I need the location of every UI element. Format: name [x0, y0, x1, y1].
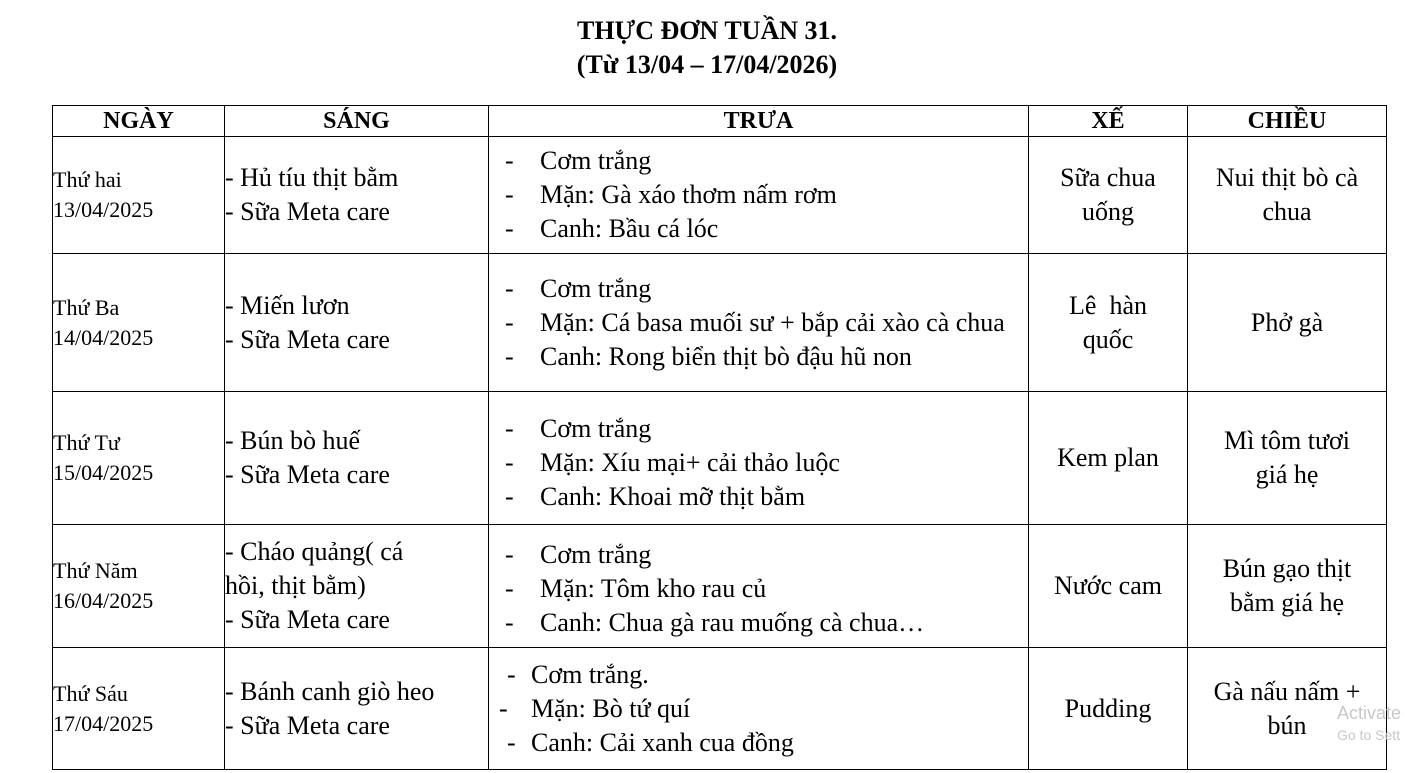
day-cell: [53, 392, 225, 525]
dash-bullet: -: [507, 727, 516, 757]
breakfast-item: - Sữa Meta care: [225, 710, 390, 740]
day-name: Thứ Tư: [53, 430, 120, 455]
table-row: [53, 392, 1387, 525]
lunch-item-text: Cơm trắng.: [531, 659, 649, 689]
afternoon-line: Bún gạo thịt: [1222, 554, 1352, 583]
table-row: [53, 525, 1387, 648]
snack-line: Sữa chua: [1060, 163, 1156, 192]
snack-cell: [1029, 392, 1188, 525]
afternoon-cell: [1188, 525, 1387, 648]
lunch-item-text: Cơm trắng: [540, 414, 652, 443]
breakfast-cell: [225, 254, 489, 392]
lunch-item: [489, 446, 1028, 480]
dash-bullet: -: [505, 146, 514, 175]
watermark-line-1: Activate: [1337, 703, 1402, 723]
dash-bullet: -: [505, 448, 514, 477]
breakfast-item: - Bánh canh giò heo: [225, 676, 435, 706]
lunch-item: [489, 658, 1028, 692]
header-afternoon: CHIỀU: [1188, 106, 1387, 137]
afternoon-cell: [1188, 137, 1387, 254]
snack-line: quốc: [1082, 324, 1134, 354]
afternoon-line: Gà nấu nấm +: [1213, 676, 1361, 706]
lunch-item-text: Canh: Cải xanh cua đồng: [531, 727, 794, 757]
header-lunch: TRƯA: [489, 106, 1029, 137]
lunch-item: [489, 412, 1028, 446]
table-row: [53, 254, 1387, 392]
dash-bullet: -: [505, 482, 514, 511]
table-row: [53, 137, 1387, 254]
afternoon-line: bằm giá hẹ: [1229, 588, 1345, 617]
breakfast-item: - Sữa Meta care: [225, 605, 390, 634]
menu-date-range: (Từ 13/04 – 17/04/2026): [576, 50, 838, 79]
afternoon-line: bún: [1267, 710, 1307, 740]
lunch-cell: [489, 137, 1029, 254]
dash-bullet: -: [507, 659, 516, 689]
dash-bullet: -: [505, 273, 514, 303]
snack-line: Lê hàn: [1069, 290, 1147, 320]
dash-bullet: -: [505, 540, 514, 569]
day-cell: [53, 137, 225, 254]
header-breakfast: SÁNG: [225, 106, 489, 137]
breakfast-item: - Miến lươn: [225, 290, 350, 320]
day-name: Thứ hai: [53, 167, 122, 192]
lunch-item-text: Mặn: Gà xáo thơm nấm rơm: [540, 180, 837, 209]
table-row: [53, 648, 1387, 770]
snack-cell: [1029, 254, 1188, 392]
lunch-item: [489, 212, 1028, 246]
dash-bullet: -: [505, 341, 514, 371]
lunch-item-text: Canh: Chua gà rau muống cà chua…: [540, 608, 925, 637]
breakfast-item: hồi, thịt bằm): [225, 571, 366, 600]
lunch-item: [489, 606, 1028, 640]
breakfast-item: - Hủ tíu thịt bằm: [225, 163, 399, 192]
lunch-item: [489, 306, 1028, 340]
breakfast-item: - Sữa Meta care: [225, 460, 390, 489]
day-date: 16/04/2025: [53, 588, 154, 613]
header-row: [53, 106, 1387, 137]
lunch-item: [489, 144, 1028, 178]
lunch-item-text: Canh: Bầu cá lóc: [540, 214, 719, 243]
snack-cell: [1029, 137, 1188, 254]
lunch-cell: [489, 254, 1029, 392]
watermark-line-2: Go to Sett: [1337, 727, 1401, 743]
afternoon-line: Mì tôm tươi: [1223, 426, 1351, 455]
lunch-cell: [489, 648, 1029, 770]
day-date: 13/04/2025: [53, 197, 154, 222]
dash-bullet: -: [505, 180, 514, 209]
breakfast-cell: [225, 137, 489, 254]
snack-cell: [1029, 525, 1188, 648]
lunch-cell: [489, 525, 1029, 648]
day-name: Thứ Sáu: [53, 680, 128, 706]
breakfast-cell: [225, 648, 489, 770]
lunch-item-text: Mặn: Bò tứ quí: [531, 693, 691, 723]
breakfast-item: - Sữa Meta care: [225, 324, 390, 354]
lunch-item-text: Mặn: Cá basa muối sư + bắp cải xào cà chua: [540, 307, 1005, 337]
dash-bullet: -: [505, 608, 514, 637]
lunch-item: [489, 538, 1028, 572]
snack-cell: [1029, 648, 1188, 770]
day-name: Thứ Năm: [53, 558, 138, 583]
lunch-item: [489, 692, 1028, 726]
dash-bullet: -: [505, 307, 514, 337]
lunch-item-text: Cơm trắng: [540, 540, 652, 569]
lunch-item-text: Canh: Khoai mỡ thịt bằm: [540, 482, 806, 511]
afternoon-line: giá hẹ: [1255, 460, 1319, 489]
lunch-item-text: Cơm trắng: [540, 146, 652, 175]
day-cell: [53, 525, 225, 648]
afternoon-cell: [1188, 254, 1387, 392]
dash-bullet: -: [505, 414, 514, 443]
lunch-item: [489, 572, 1028, 606]
header-snack: XẾ: [1029, 106, 1188, 137]
weekly-menu-table: [52, 105, 1387, 770]
header-day: NGÀY: [53, 106, 225, 137]
lunch-item: [489, 480, 1028, 514]
dash-bullet: -: [499, 693, 508, 723]
lunch-item: [489, 726, 1028, 760]
dash-bullet: -: [505, 574, 514, 603]
snack-line: uống: [1082, 197, 1134, 226]
day-cell: [53, 648, 225, 770]
lunch-item: [489, 272, 1028, 306]
dash-bullet: -: [505, 214, 514, 243]
lunch-item-text: Canh: Rong biển thịt bò đậu hũ non: [540, 341, 912, 371]
breakfast-item: - Cháo quảng( cá: [225, 537, 404, 566]
breakfast-item: - Sữa Meta care: [225, 197, 390, 226]
afternoon-cell: [1188, 392, 1387, 525]
breakfast-cell: [225, 525, 489, 648]
snack-line: Kem plan: [1057, 443, 1159, 472]
afternoon-line: chua: [1262, 197, 1312, 226]
day-cell: [53, 254, 225, 392]
activation-watermark: [1337, 701, 1401, 745]
lunch-item: [489, 340, 1028, 374]
day-name: Thứ Ba: [53, 294, 120, 320]
breakfast-item: - Bún bò huế: [225, 426, 361, 455]
snack-line: Nước cam: [1054, 571, 1162, 600]
breakfast-cell: [225, 392, 489, 525]
afternoon-line: Phở gà: [1250, 307, 1324, 337]
afternoon-line: Nui thịt bò cà: [1215, 163, 1359, 192]
snack-line: Pudding: [1064, 693, 1152, 723]
day-date: 15/04/2025: [53, 460, 154, 485]
lunch-item: [489, 178, 1028, 212]
day-date: 14/04/2025: [53, 324, 154, 350]
lunch-item-text: Cơm trắng: [540, 273, 652, 303]
day-date: 17/04/2025: [53, 710, 154, 736]
lunch-item-text: Mặn: Xíu mại+ cải thảo luộc: [540, 448, 840, 477]
lunch-cell: [489, 392, 1029, 525]
menu-title: THỰC ĐƠN TUẦN 31.: [576, 16, 837, 45]
lunch-item-text: Mặn: Tôm kho rau củ: [540, 574, 767, 603]
title-block: [0, 14, 1405, 82]
